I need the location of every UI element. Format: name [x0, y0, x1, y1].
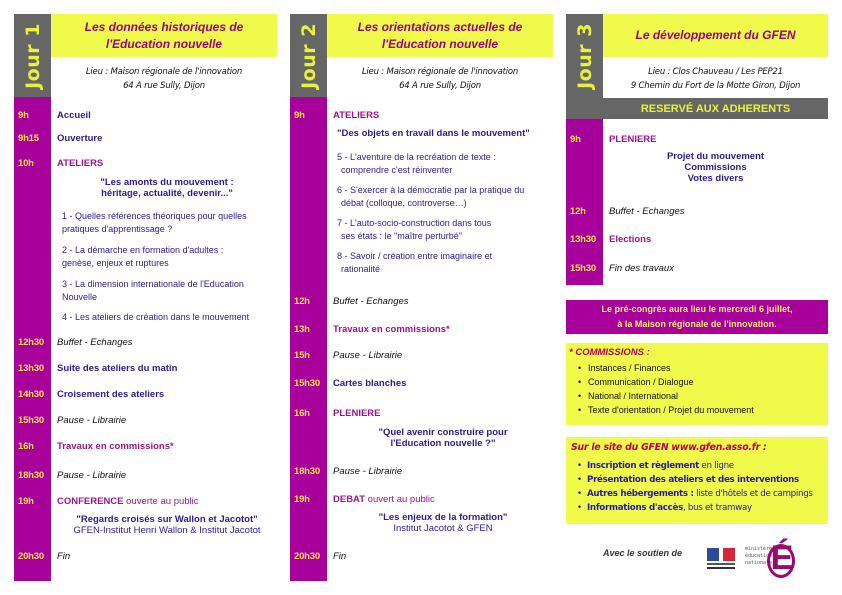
day2-atelier-item: 7 - L'auto-socio-construction dans tous ses états : le "maître perturbé" — [337, 218, 492, 241]
schedule-row: 10h ATELIERS — [18, 158, 104, 169]
schedule-row: 9h PLENIERE — [570, 134, 657, 145]
schedule-row: 18h30 Pause - Librairie — [294, 466, 403, 477]
day1-atelier-item: 1 - Quelles références théoriques pour quelles pratiques d'apprentissage ? — [62, 211, 247, 234]
day1-lieu: Lieu : Maison régionale de l'innovation 64 A rue Sully, Dijon — [85, 67, 243, 91]
schedule-row: 13h Travaux en commissions* — [294, 324, 450, 335]
ministere-logo: ministère éducation nationale É — [745, 539, 794, 577]
gfen-site-item: • Autres hébergements : liste d'hôtels et de campings — [575, 487, 813, 501]
day2-ateliers-quote: "Des objets en travail dans le mouvement" — [337, 128, 530, 139]
day2-lieu: Lieu : Maison régionale de l'innovation 64 A rue Sully, Dijon — [361, 67, 519, 91]
day3-jour-label: Jour 3 — [573, 22, 596, 89]
republique-francaise-logo — [707, 548, 735, 570]
day1-jour-label: Jour 1 — [21, 22, 44, 89]
schedule-row: 14h30 Croisement des ateliers — [18, 389, 165, 400]
schedule-row: 19h DEBAT ouvert au public — [294, 494, 435, 505]
schedule-row: 18h30 Pause - Librairie — [18, 470, 127, 481]
commissions-title: * COMMISSIONS : — [569, 347, 650, 358]
gfen-site-title[interactable]: Sur le site du GFEN www.gfen.asso.fr : — [571, 442, 767, 453]
schedule-row: 13h30 Elections — [570, 234, 652, 245]
day2-atelier-item: 6 - S'exercer à la démocratie par la pratique du débat (colloque, controverse…) — [337, 185, 525, 208]
schedule-row: 15h30 Pause - Librairie — [18, 415, 127, 426]
day3-column — [566, 14, 828, 286]
schedule-row: 9h ATELIERS — [294, 110, 380, 121]
gfen-site-item: • Informations d'accès, bus et tramway — [575, 501, 813, 515]
schedule-row: 9h15 Ouverture — [18, 133, 103, 144]
day1-title: Les données historiques de l'Education nouvelle — [51, 14, 277, 57]
day3-pleniere-items: Projet du mouvement Commissions Votes divers — [666, 151, 765, 184]
day3-lieu: Lieu : Clos Chauveau / Les PEP21 9 Chemin du Fort de la Motte Giron, Dijon — [630, 67, 801, 91]
day2-title: Les orientations actuelles de l'Education nouvelle — [327, 14, 553, 57]
gfen-site-box — [566, 437, 828, 524]
schedule-row: 12h30 Buffet - Echanges — [18, 337, 133, 348]
day1-atelier-item: 2 - La démarche en formation d'adultes : genèse, enjeux et ruptures — [62, 245, 224, 268]
commission-item: • Texte d'orientation / Projet du mouvement — [576, 403, 754, 417]
day2-pleniere-quote: "Quel avenir construire pour l'Education nouvelle ?" — [378, 427, 508, 449]
schedule-row: 20h30 Fin — [18, 551, 71, 562]
commissions-box — [566, 343, 828, 425]
day2-jour-label: Jour 2 — [297, 22, 320, 89]
schedule-row: 16h Travaux en commissions* — [18, 441, 174, 452]
schedule-row: 20h30 Fin — [294, 551, 347, 562]
commission-item: • Instances / Finances — [576, 361, 754, 375]
commission-item: • Communication / Dialogue — [576, 375, 754, 389]
schedule-row: 15h30 Fin des travaux — [570, 263, 674, 274]
schedule-row: 13h30 Suite des ateliers du matin — [18, 363, 178, 374]
day2-debat-quote: "Les enjeux de la formation" Institut Jacotot & GFEN — [378, 512, 508, 534]
day2-column — [290, 14, 553, 581]
schedule-row: 19h CONFERENCE ouverte au public — [18, 496, 199, 507]
day1-atelier-item: 3 - La dimension internationale de l'Education Nouvelle — [62, 279, 244, 302]
schedule-row: 15h Pause - Librairie — [294, 350, 403, 361]
day3-title: Le développement du GFEN — [603, 14, 828, 57]
schedule-row: 15h30 Cartes blanches — [294, 378, 407, 389]
day2-sidebar-purple — [290, 97, 327, 581]
schedule-row: 16h PLENIERE — [294, 408, 381, 419]
schedule-row: 12h Buffet - Echanges — [570, 206, 685, 217]
precongres-notice: Le pré-congrès aura lieu le mercredi 6 juillet, à la Maison régionale de l'innovation. — [566, 300, 828, 334]
schedule-row: 12h Buffet - Echanges — [294, 296, 409, 307]
day1-ateliers-quote: "Les amonts du mouvement : héritage, actualité, devenir..." — [100, 177, 234, 199]
day2-atelier-item: 5 - L'aventure de la recréation de texte : comprendre c'est réinventer — [337, 152, 496, 175]
reserve-banner: RESERVÉ AUX ADHERENTS — [603, 98, 828, 119]
soutien-label: Avec le soutien de — [603, 548, 683, 558]
commission-item: • National / International — [576, 389, 754, 403]
schedule-row: 9h Accueil — [18, 110, 91, 121]
gfen-site-item: • Inscription et règlement en ligne — [575, 459, 813, 473]
day1-column — [14, 14, 277, 581]
day1-atelier-item: 4 - Les ateliers de création dans le mouvement — [62, 312, 250, 322]
day2-atelier-item: 8 - Savoir / création entre imaginaire et rationalité — [337, 251, 493, 274]
day1-conference-quote: "Regards croisés sur Wallon et Jacotot" GFEN-Institut Henri Wallon & Institut Jacotot — [73, 514, 261, 536]
gfen-site-item: • Présentation des ateliers et des interventions — [575, 473, 813, 487]
